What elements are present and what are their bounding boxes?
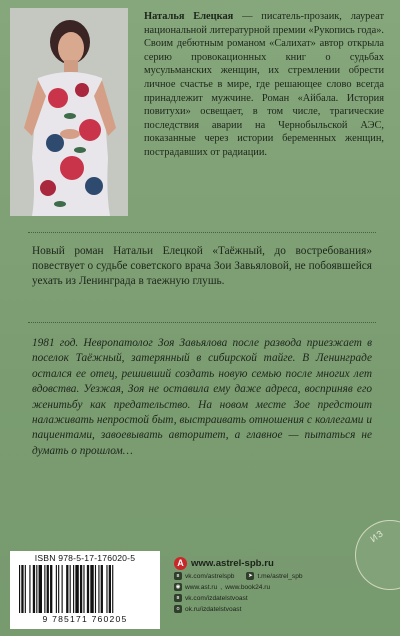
web-icon: ◉ <box>175 584 181 590</box>
barcode-bar <box>73 565 74 613</box>
barcode-bar <box>19 565 20 613</box>
barcode <box>10 551 160 629</box>
barcode-bar <box>58 565 59 613</box>
author-name: Наталья Елецкая <box>144 11 234 22</box>
barcode-bar <box>90 565 93 613</box>
author-bio-text: — писатель-прозаик, лауреат национальной литературной премии «Рукопись года». Своим дебютным романом «Салихат» автор открыла серию провокационных книг о судьбах мусульманских женщин, их стремлении обрести личное счастье в мире, где решающее слово всегда принадлежит мужчине. Роман «Айбала. История повитухи» освещает, в том числе, трагические последствия аварии на Чернобыльской АЭС, показанные через истории беременных женщин, пострадавших от радиации. <box>144 11 384 158</box>
publisher-link-row: ◉ www.ast.ru , www.book24.ru <box>175 583 271 591</box>
divider <box>28 322 376 323</box>
link-text[interactable]: www.book24.ru <box>225 583 271 591</box>
link-text[interactable]: vk.com/astrelspb <box>185 572 235 580</box>
barcode-bar <box>109 565 111 613</box>
publisher-link-row <box>174 571 364 581</box>
link-text[interactable]: www.ast.ru <box>185 583 218 591</box>
barcode-bar <box>50 565 52 613</box>
barcode-bar <box>80 565 82 613</box>
publisher-link-row <box>174 593 364 603</box>
barcode-bar <box>47 565 49 613</box>
barcode-bar <box>21 565 23 613</box>
barcode-bar <box>66 565 68 613</box>
badge-text: ИЗ <box>368 527 386 545</box>
author-photo <box>10 8 128 216</box>
publisher-site[interactable] <box>174 556 364 570</box>
ok-icon: о <box>174 605 182 613</box>
barcode-bar <box>44 565 45 613</box>
barcode-bar <box>95 565 96 613</box>
barcode-bar <box>70 565 71 613</box>
barcode-bar <box>25 565 26 613</box>
publisher-link-row <box>174 604 364 614</box>
barcode-bar <box>87 565 89 613</box>
divider <box>28 232 376 233</box>
vk-icon: в <box>174 594 182 602</box>
publisher-site-link[interactable]: www.astrel-spb.ru <box>191 557 274 569</box>
link-text[interactable]: ok.ru/izdatelstvoast <box>185 605 242 613</box>
barcode-bar <box>33 565 35 613</box>
link-text[interactable]: vk.com/izdatelstvoast <box>185 594 248 602</box>
telegram-icon: ➤ <box>248 573 253 579</box>
barcode-bar <box>101 565 103 613</box>
barcode-bar <box>75 565 78 613</box>
isbn-label: ISBN 978-5-17-176020-5 <box>34 553 136 563</box>
barcode-bar <box>62 565 63 613</box>
barcode-number: 9 785171 760205 <box>42 614 128 624</box>
book-excerpt: 1981 год. Невропатолог Зоя Завьялова после развода приезжает в поселок Таёжный, затерянный в сибирской тайге. В Ленинграде остался ее отец, решивший создать новую семью после многих лет вдовства. Уезжая, Зоя не оставила ему даже адреса, восприняв его женитьбу как предательство. На новом месте Зое предстоит налаживать непростой быт, выстраивать отношения с коллегами и пациентами, завоевывать авторитет, а главное — пытаться не думать о прошлом… <box>32 337 372 457</box>
barcode-bar <box>112 565 113 613</box>
barcode-bar <box>39 565 42 613</box>
barcode-bar <box>36 565 37 613</box>
barcode-bar <box>56 565 57 613</box>
link-text[interactable]: t.me/astrel_spb <box>257 572 303 580</box>
barcode-bar <box>29 565 30 613</box>
author-bio <box>144 10 384 160</box>
publisher-logo-icon: A <box>174 557 187 570</box>
vk-icon: в <box>174 572 182 580</box>
barcode-bars <box>18 565 152 613</box>
barcode-bar <box>83 565 84 613</box>
barcode-bar <box>98 565 99 613</box>
barcode-bar <box>106 565 107 613</box>
publisher-block <box>174 556 364 614</box>
book-summary: Новый роман Натальи Елецкой «Таёжный, до востребования» повествует о судьбе советского врача Зои Завьяловой, не побоявшейся уехать из Ленинграда в таежную глушь. <box>32 245 372 288</box>
